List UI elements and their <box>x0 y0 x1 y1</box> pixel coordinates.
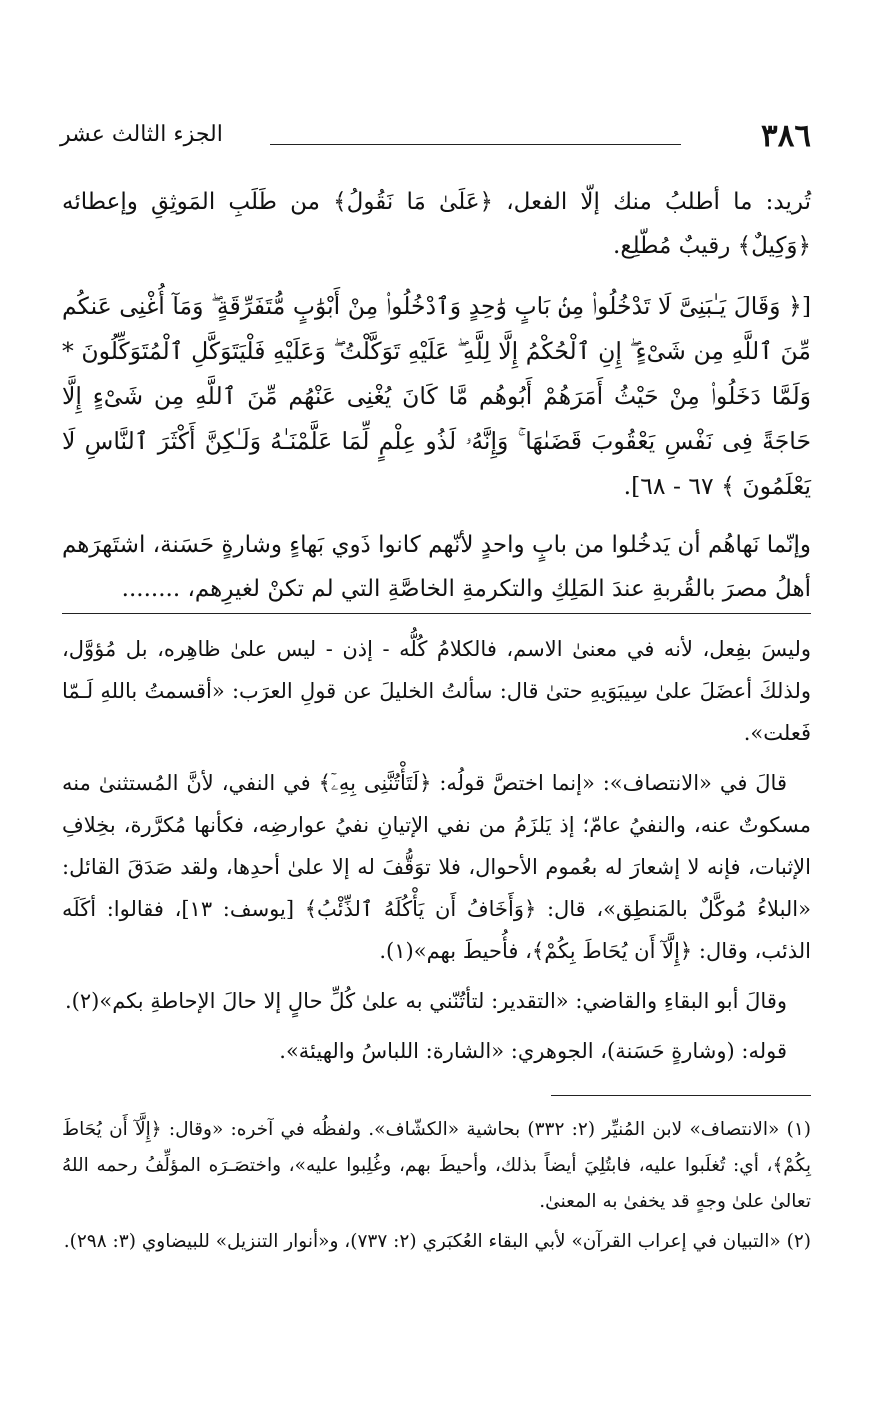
footnote-2: (٢) «التبيان في إعراب القرآن» لأبي البقاء العُكبَري (٢: ٧٣٧)، و«أنوار التنزيل» للبيضاوي (٣: ٢٩٨). <box>63 1231 811 1252</box>
header-rule <box>270 144 681 145</box>
commentary-notes <box>62 628 811 1080</box>
running-header <box>60 118 811 162</box>
page-number: ٣٨٦ <box>761 118 811 154</box>
main-text <box>62 180 811 627</box>
main-divider <box>62 613 811 614</box>
running-title: الجزء الثالث عشر <box>60 122 223 147</box>
note-paragraph-4: قوله: (وشارةٍ حَسَنة)، الجوهري: «الشارة: اللباسُ والهيئة». <box>279 1039 787 1063</box>
commentary-paragraph: وإنّما نَهاهُم أن يَدخُلوا من بابٍ واحدٍ لأنّهم كانوا ذَوي بَهاءٍ وشارةٍ حَسَنة، اشتَهرَهم أهلُ مصرَ بالقُربةِ عندَ المَلِكِ والتكرمةِ الخاصَّةِ التي لم تكنْ لغيرِهم، ........ <box>62 532 811 602</box>
note-paragraph-1: وليسَ بفِعل، لأنه في معنىٰ الاسم، فالكلامُ كُلُّه - إذن - ليس علىٰ ظاهِره، بل مُؤوَّل، ولذلكَ أعضَلَ علىٰ سِيبَوَيهِ حتىٰ قال: سألتُ الخليلَ عن قولِ العرَب: «أقسمتُ باللهِ لَـمّا فَعلت». <box>62 637 811 745</box>
footnote-divider <box>551 1095 811 1096</box>
intro-paragraph: تُريد: ما أطلبُ منك إلّا الفعل، ﴿عَلَىٰ مَا نَقُولُ﴾ من طَلَبِ المَوثِقِ وإعطائه ﴿وَكِيلٌ﴾ رقيبٌ مُطّلِع. <box>62 189 811 259</box>
footnote-1: (١) «الانتصاف» لابن المُنيِّر (٢: ٣٣٢) بحاشية «الكشّاف». ولفظُه في آخره: «وقال: ﴿إِلَّآ أَن يُحَاطَ بِكُمْ﴾، أي: تُغلَبوا عليه، فابتُلِيَ أيضاً بذلك، وأحيطَ بهم، وغُلِبوا عليه»، واختصَـرَه المؤلِّفُ رحمه اللهُ تعالىٰ علىٰ وجهٍ قد يخفىٰ به المعنىٰ. <box>62 1119 811 1212</box>
quran-verse-block: [﴿ وَقَالَ يَـٰبَنِىَّ لَا تَدْخُلُوا۟ مِنۢ بَابٍ وَٰحِدٍ وَٱدْخُلُوا۟ مِنْ أَبْوَٰبٍ مُّتَفَرِّقَةٍ ۖ وَمَآ أُغْنِى عَنكُم مِّنَ ٱللَّهِ مِن شَىْءٍ ۖ إِنِ ٱلْحُكْمُ إِلَّا لِلَّهِ ۖ عَلَيْهِ تَوَكَّلْتُ ۖ وَعَلَيْهِ فَلْيَتَوَكَّلِ ٱلْمُتَوَكِّلُونَ * وَلَمَّا دَخَلُوا۟ مِنْ حَيْثُ أَمَرَهُمْ أَبُوهُم مَّا كَانَ يُغْنِى عَنْهُم مِّنَ ٱللَّهِ مِن شَىْءٍ إِلَّا حَاجَةً فِى نَفْسِ يَعْقُوبَ قَضَىٰهَا ۚ وَإِنَّهُۥ لَذُو عِلْمٍ لِّمَا عَلَّمْنَـٰهُ وَلَـٰكِنَّ أَكْثَرَ ٱلنَّاسِ لَا يَعْلَمُونَ ﴾ ٦٧ - ٦٨]. <box>62 292 811 500</box>
footnotes <box>62 1112 811 1264</box>
note-paragraph-2: قالَ في «الانتصاف»: «إنما اختصَّ قولُه: ﴿لَتَأْتُنَّنِى بِهِۦٓ﴾ في النفي، لأنَّ المُستثنىٰ منه مسكوتٌ عنه، والنفيُ عامّ؛ إذ يَلزَمُ من نفي الإتيانِ نفيُ عوارضِه، فكأنها مُكرَّرة، بخِلافِ الإثبات، فإنه لا إشعارَ له بعُموم الأحوال، فلا توَقُّفَ له إلا علىٰ أحدِها، ولقد صَدَقَ القائل: «البلاءُ مُوكَّلٌ بالمَنطِق»، قال: ﴿وَأَخَافُ أَن يَأْكُلَهُ ٱلذِّئْبُ﴾ [يوسف: ١٣]، فقالوا: أكَلَه الذئب، وقال: ﴿إِلَّآ أَن يُحَاطَ بِكُمْ﴾، فأُحيطَ بهم»(١). <box>62 771 811 963</box>
note-paragraph-3: وقالَ أبو البقاءِ والقاضي: «التقدير: لتأتُنّني به علىٰ كُلِّ حالٍ إلا حالَ الإحاطةِ بكم»(٢). <box>65 989 787 1013</box>
